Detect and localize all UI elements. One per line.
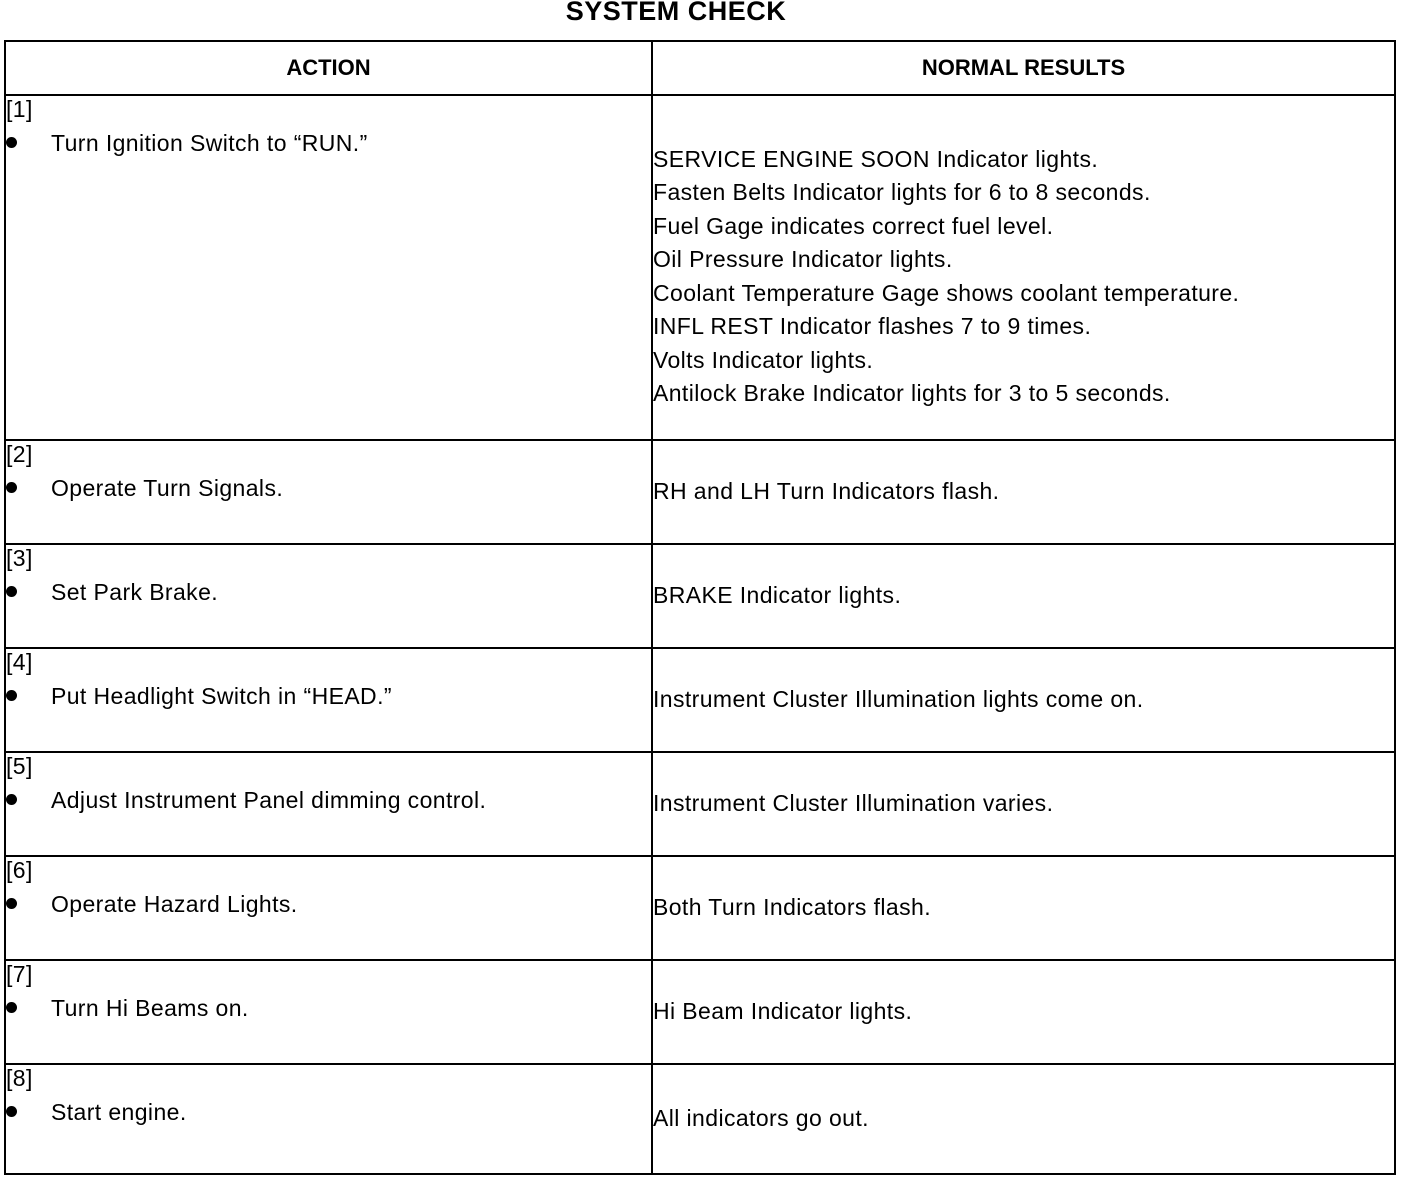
bullet-icon <box>6 1002 17 1013</box>
results-cell <box>652 1064 1395 1174</box>
page-title: SYSTEM CHECK <box>565 0 787 26</box>
action-column-header: ACTION <box>5 41 652 95</box>
action-step <box>6 130 651 157</box>
action-step <box>6 787 651 814</box>
table-header-row <box>5 41 1395 95</box>
bullet-icon <box>6 586 17 597</box>
bullet-icon <box>6 690 17 701</box>
bullet-icon <box>6 1106 17 1117</box>
results-cell <box>652 856 1395 960</box>
bullet-icon <box>6 898 17 909</box>
action-text: Set Park Brake. <box>51 579 219 605</box>
action-text: Turn Hi Beams on. <box>51 995 249 1021</box>
result-line: Volts Indicator lights. <box>653 346 874 373</box>
action-cell <box>5 960 652 1064</box>
step-number: [3] <box>6 545 33 571</box>
bullet-icon <box>6 482 17 493</box>
action-cell <box>5 1064 652 1174</box>
result-line: Both Turn Indicators flash. <box>653 894 931 921</box>
table-row <box>5 648 1395 752</box>
result-line: SERVICE ENGINE SOON Indicator lights. <box>653 145 1099 172</box>
action-cell <box>5 440 652 544</box>
result-line: Instrument Cluster Illumination varies. <box>653 790 1054 817</box>
step-number: [1] <box>6 96 33 122</box>
results-cell <box>652 752 1395 856</box>
result-line: Instrument Cluster Illumination lights come on. <box>653 686 1144 713</box>
step-number: [5] <box>6 753 33 779</box>
action-cell <box>5 752 652 856</box>
step-number: [7] <box>6 961 33 987</box>
normal-results-column-header: NORMAL RESULTS <box>652 41 1395 95</box>
step-number: [6] <box>6 857 33 883</box>
results-cell <box>652 960 1395 1064</box>
table-row <box>5 544 1395 648</box>
result-line: BRAKE Indicator lights. <box>653 582 902 609</box>
action-text: Operate Hazard Lights. <box>51 891 298 917</box>
table-row <box>5 960 1395 1064</box>
results-cell <box>652 440 1395 544</box>
results-cell <box>652 95 1395 440</box>
results-cell <box>652 544 1395 648</box>
action-step <box>6 995 651 1022</box>
result-line: Fuel Gage indicates correct fuel level. <box>653 212 1054 239</box>
action-cell <box>5 95 652 440</box>
result-line: INFL REST Indicator flashes 7 to 9 times. <box>653 313 1092 339</box>
table-row <box>5 1064 1395 1174</box>
action-step <box>6 1099 651 1126</box>
action-step <box>6 475 651 502</box>
result-line: Coolant Temperature Gage shows coolant temperature. <box>653 279 1240 306</box>
step-number: [4] <box>6 649 33 675</box>
action-text: Turn Ignition Switch to “RUN.” <box>51 130 368 156</box>
result-line: Hi Beam Indicator lights. <box>653 998 913 1025</box>
results-cell <box>652 648 1395 752</box>
step-number: [8] <box>6 1065 33 1091</box>
result-line: Antilock Brake Indicator lights for 3 to 5 seconds. <box>653 380 1171 406</box>
action-text: Put Headlight Switch in “HEAD.” <box>51 683 392 709</box>
table-row <box>5 856 1395 960</box>
action-text: Operate Turn Signals. <box>51 475 284 501</box>
result-line: Oil Pressure Indicator lights. <box>653 246 953 272</box>
action-cell <box>5 544 652 648</box>
step-number: [2] <box>6 441 33 467</box>
action-step <box>6 891 651 918</box>
table-row <box>5 440 1395 544</box>
bullet-icon <box>6 794 17 805</box>
action-text: Start engine. <box>51 1099 187 1125</box>
action-cell <box>5 648 652 752</box>
result-line: RH and LH Turn Indicators flash. <box>653 478 1000 505</box>
action-text: Adjust Instrument Panel dimming control. <box>51 787 487 813</box>
system-check-table <box>4 40 1396 1175</box>
action-step <box>6 683 651 710</box>
bullet-icon <box>6 137 17 148</box>
action-step <box>6 579 651 606</box>
result-line: All indicators go out. <box>653 1105 869 1132</box>
table-row <box>5 752 1395 856</box>
action-cell <box>5 856 652 960</box>
table-row <box>5 95 1395 440</box>
result-line: Fasten Belts Indicator lights for 6 to 8 seconds. <box>653 179 1151 205</box>
